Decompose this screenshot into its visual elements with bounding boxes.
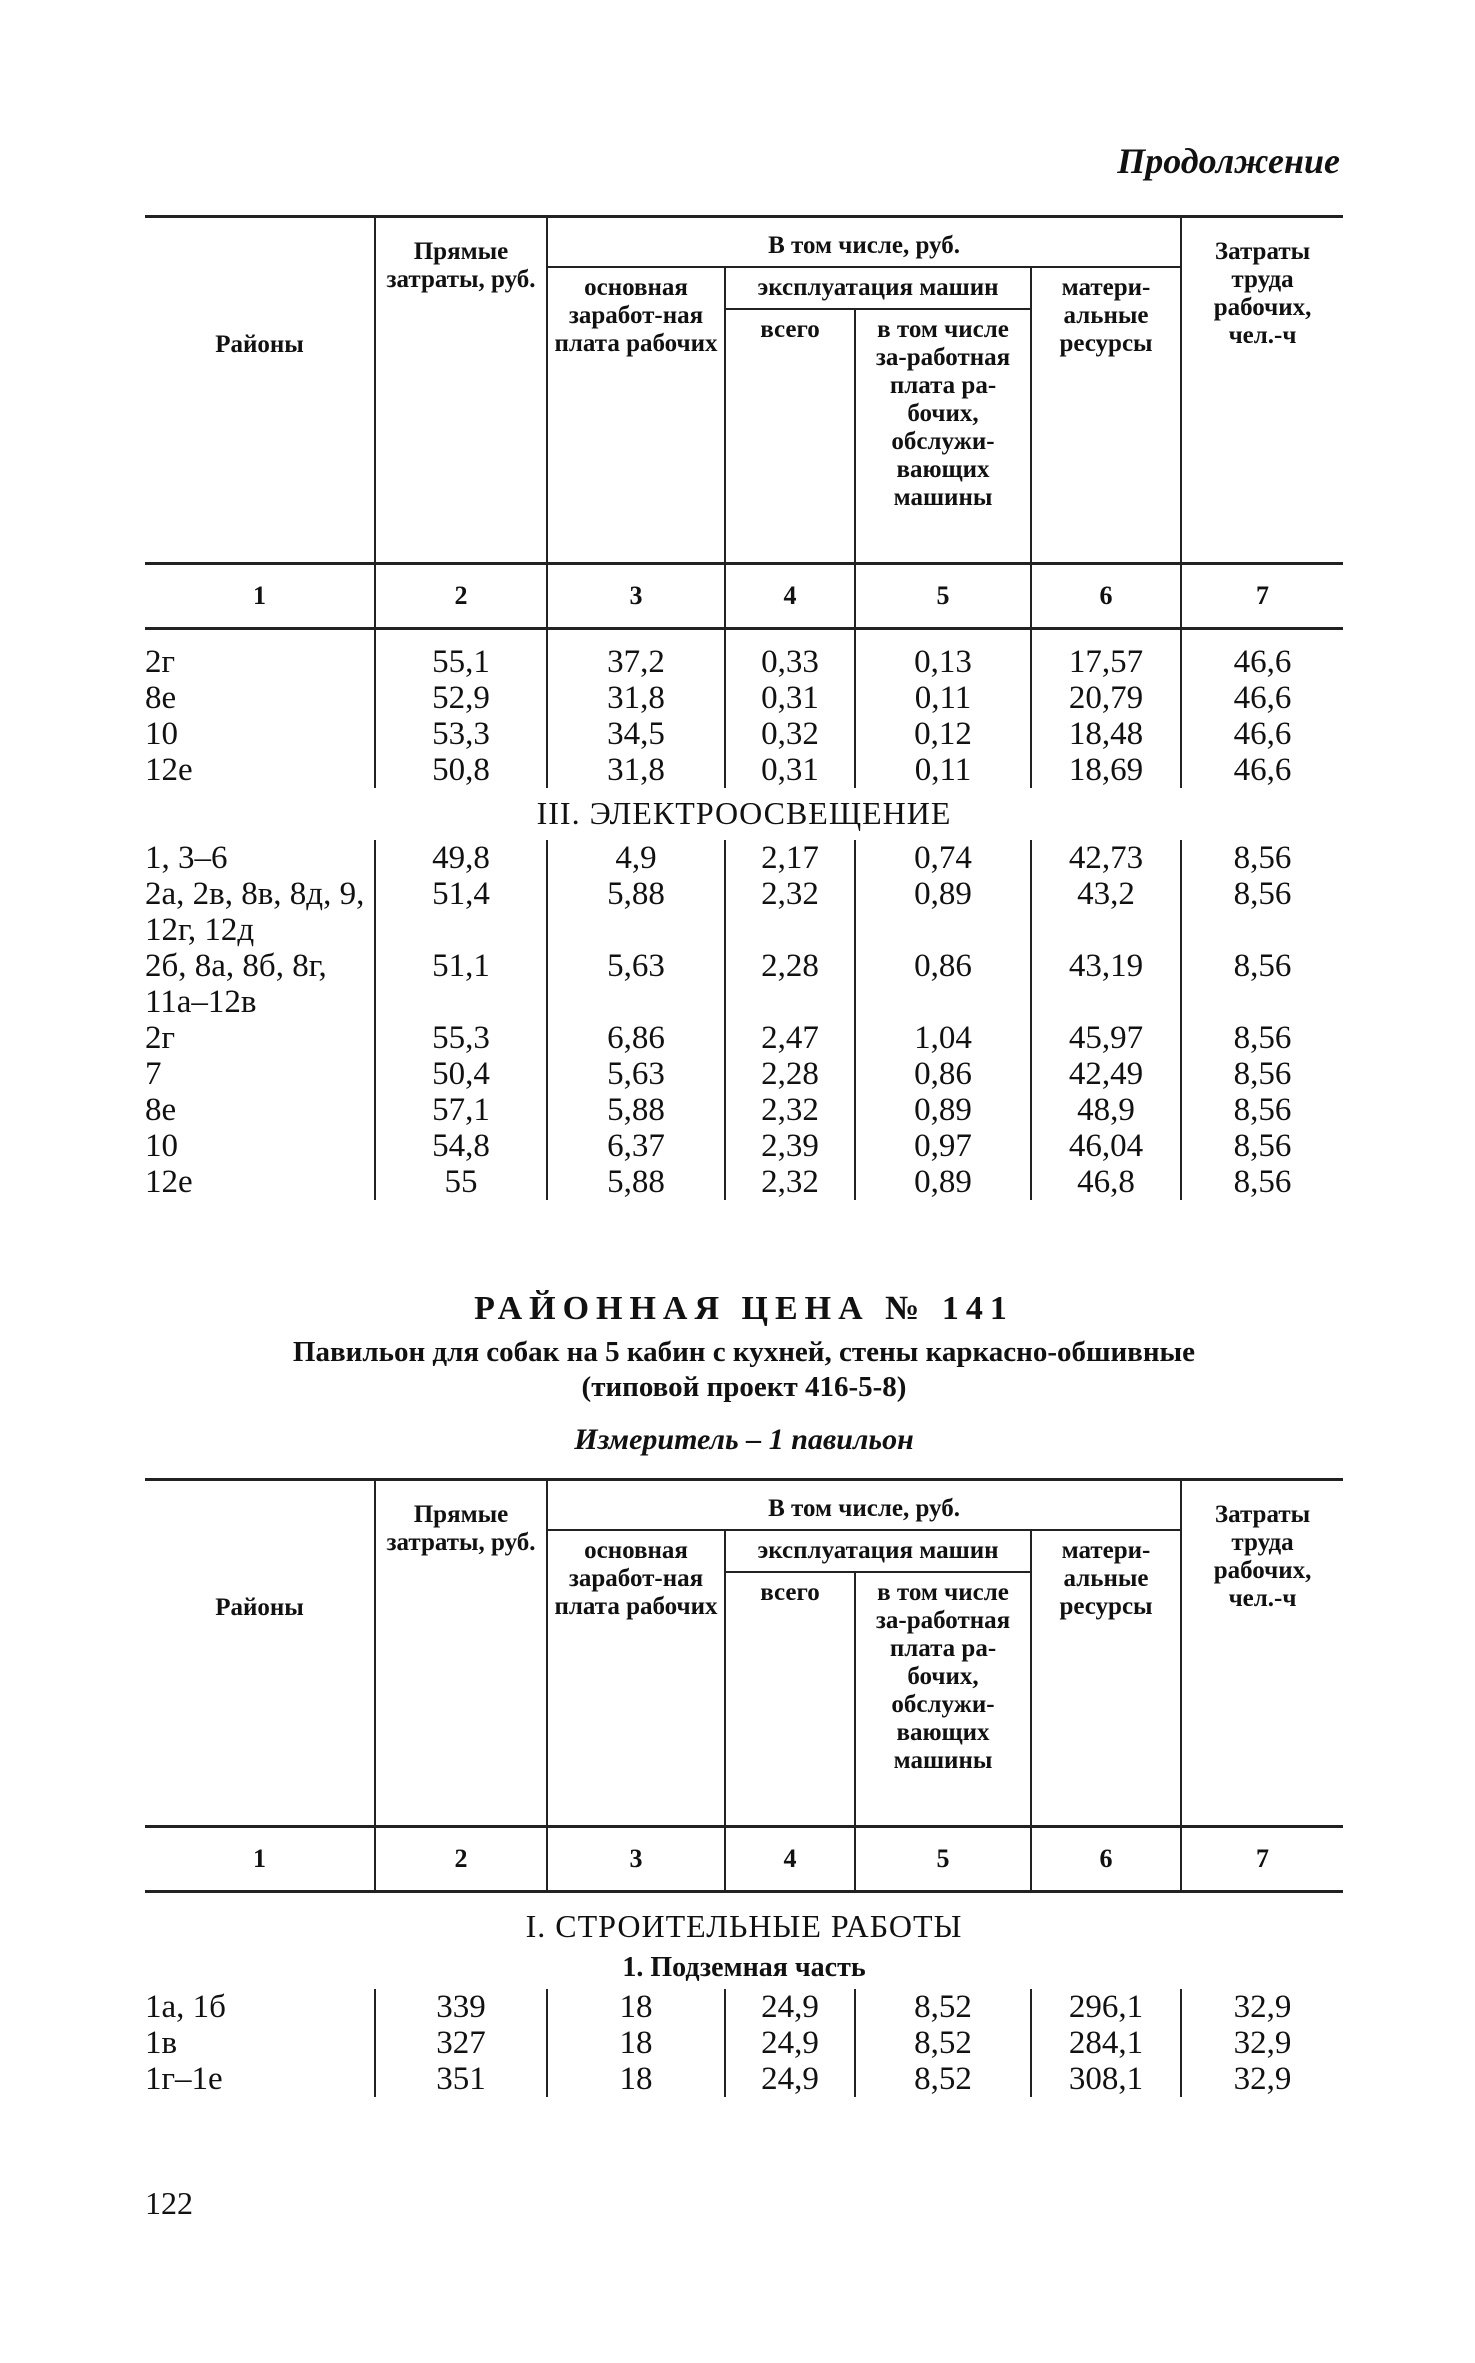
header-incl-wage: в том числе за-работная плата ра-бочих, обслужи-вающих машины bbox=[855, 1572, 1031, 1827]
price-description-line2: (типовой проект 416-5-8) bbox=[581, 1371, 907, 1403]
header-districts: Районы bbox=[145, 217, 375, 564]
header-labor: Затраты труда рабочих, чел.-ч bbox=[1181, 217, 1343, 564]
header-total: всего bbox=[725, 309, 855, 564]
header-base-wage: основная заработ-ная плата рабочих bbox=[547, 1530, 725, 1827]
table-row: 12е 50,8 31,8 0,31 0,11 18,69 46,6 bbox=[145, 752, 1343, 788]
table-row: 2г 55,3 6,86 2,47 1,04 45,97 8,56 bbox=[145, 1020, 1343, 1056]
table-row: 8е 57,1 5,88 2,32 0,89 48,9 8,56 bbox=[145, 1092, 1343, 1128]
table-row: 12е 55 5,88 2,32 0,89 46,8 8,56 bbox=[145, 1164, 1343, 1200]
section-title-construction: I. СТРОИТЕЛЬНЫЕ РАБОТЫ bbox=[525, 1908, 963, 1944]
table-row: 7 50,4 5,63 2,28 0,86 42,49 8,56 bbox=[145, 1056, 1343, 1092]
colnum-2: 2 bbox=[375, 564, 547, 629]
section-title-electric-lighting: III. ЭЛЕКТРООСВЕЩЕНИЕ bbox=[536, 795, 952, 831]
table-row: 8е 52,9 31,8 0,31 0,11 20,79 46,6 bbox=[145, 680, 1343, 716]
header-districts: Районы bbox=[145, 1480, 375, 1827]
colnum-5: 5 bbox=[855, 1827, 1031, 1892]
header-direct-costs: Прямые затраты, руб. bbox=[375, 217, 547, 564]
colnum-1: 1 bbox=[145, 1827, 375, 1892]
table-row: 1, 3–6 49,8 4,9 2,17 0,74 42,73 8,56 bbox=[145, 840, 1343, 876]
colnum-6: 6 bbox=[1031, 564, 1181, 629]
colnum-3: 3 bbox=[547, 1827, 725, 1892]
table-row: 1а, 1б 339 18 24,9 8,52 296,1 32,9 bbox=[145, 1989, 1343, 2025]
header-machine-operation: эксплуатация машин bbox=[725, 1530, 1031, 1572]
measure-unit: Измеритель – 1 павильон bbox=[574, 1423, 914, 1456]
cost-table-continued bbox=[145, 215, 1343, 1200]
header-incl-wage: в том числе за-работная плата ра-бочих, обслужи-вающих машины bbox=[855, 309, 1031, 564]
table-row: 2б, 8а, 8б, 8г, 11а–12в 51,1 5,63 2,28 0,86 43,19 8,56 bbox=[145, 948, 1343, 1020]
header-total: всего bbox=[725, 1572, 855, 1827]
header-materials: матери-альные ресурсы bbox=[1031, 267, 1181, 564]
header-machine-operation: эксплуатация машин bbox=[725, 267, 1031, 309]
page-number: 122 bbox=[145, 2185, 193, 2221]
colnum-7: 7 bbox=[1181, 564, 1343, 629]
table-row: 10 54,8 6,37 2,39 0,97 46,04 8,56 bbox=[145, 1128, 1343, 1164]
colnum-2: 2 bbox=[375, 1827, 547, 1892]
price-description-line1: Павильон для собак на 5 кабин с кухней, стены каркасно-обшивные bbox=[292, 1336, 1196, 1368]
header-base-wage: основная заработ-ная плата рабочих bbox=[547, 267, 725, 564]
price-heading: РАЙОННАЯ ЦЕНА № 141 bbox=[474, 1290, 1014, 1327]
table-row: 10 53,3 34,5 0,32 0,12 18,48 46,6 bbox=[145, 716, 1343, 752]
subsection-title-underground: 1. Подземная часть bbox=[622, 1952, 866, 1983]
table-row: 1г–1е 351 18 24,9 8,52 308,1 32,9 bbox=[145, 2061, 1343, 2097]
header-including: В том числе, руб. bbox=[547, 217, 1181, 268]
header-labor: Затраты труда рабочих, чел.-ч bbox=[1181, 1480, 1343, 1827]
table-row: 2г 55,1 37,2 0,33 0,13 17,57 46,6 bbox=[145, 644, 1343, 680]
colnum-4: 4 bbox=[725, 564, 855, 629]
header-materials: матери-альные ресурсы bbox=[1031, 1530, 1181, 1827]
continuation-label: Продолжение bbox=[1117, 141, 1340, 181]
table-row: 2а, 2в, 8в, 8д, 9, 12г, 12д 51,4 5,88 2,32 0,89 43,2 8,56 bbox=[145, 876, 1343, 948]
header-direct-costs: Прямые затраты, руб. bbox=[375, 1480, 547, 1827]
colnum-4: 4 bbox=[725, 1827, 855, 1892]
colnum-7: 7 bbox=[1181, 1827, 1343, 1892]
colnum-6: 6 bbox=[1031, 1827, 1181, 1892]
colnum-1: 1 bbox=[145, 564, 375, 629]
table-row: 1в 327 18 24,9 8,52 284,1 32,9 bbox=[145, 2025, 1343, 2061]
price-description bbox=[145, 1335, 1343, 1405]
colnum-5: 5 bbox=[855, 564, 1031, 629]
cost-table-141 bbox=[145, 1478, 1343, 2097]
colnum-3: 3 bbox=[547, 564, 725, 629]
header-including: В том числе, руб. bbox=[547, 1480, 1181, 1531]
